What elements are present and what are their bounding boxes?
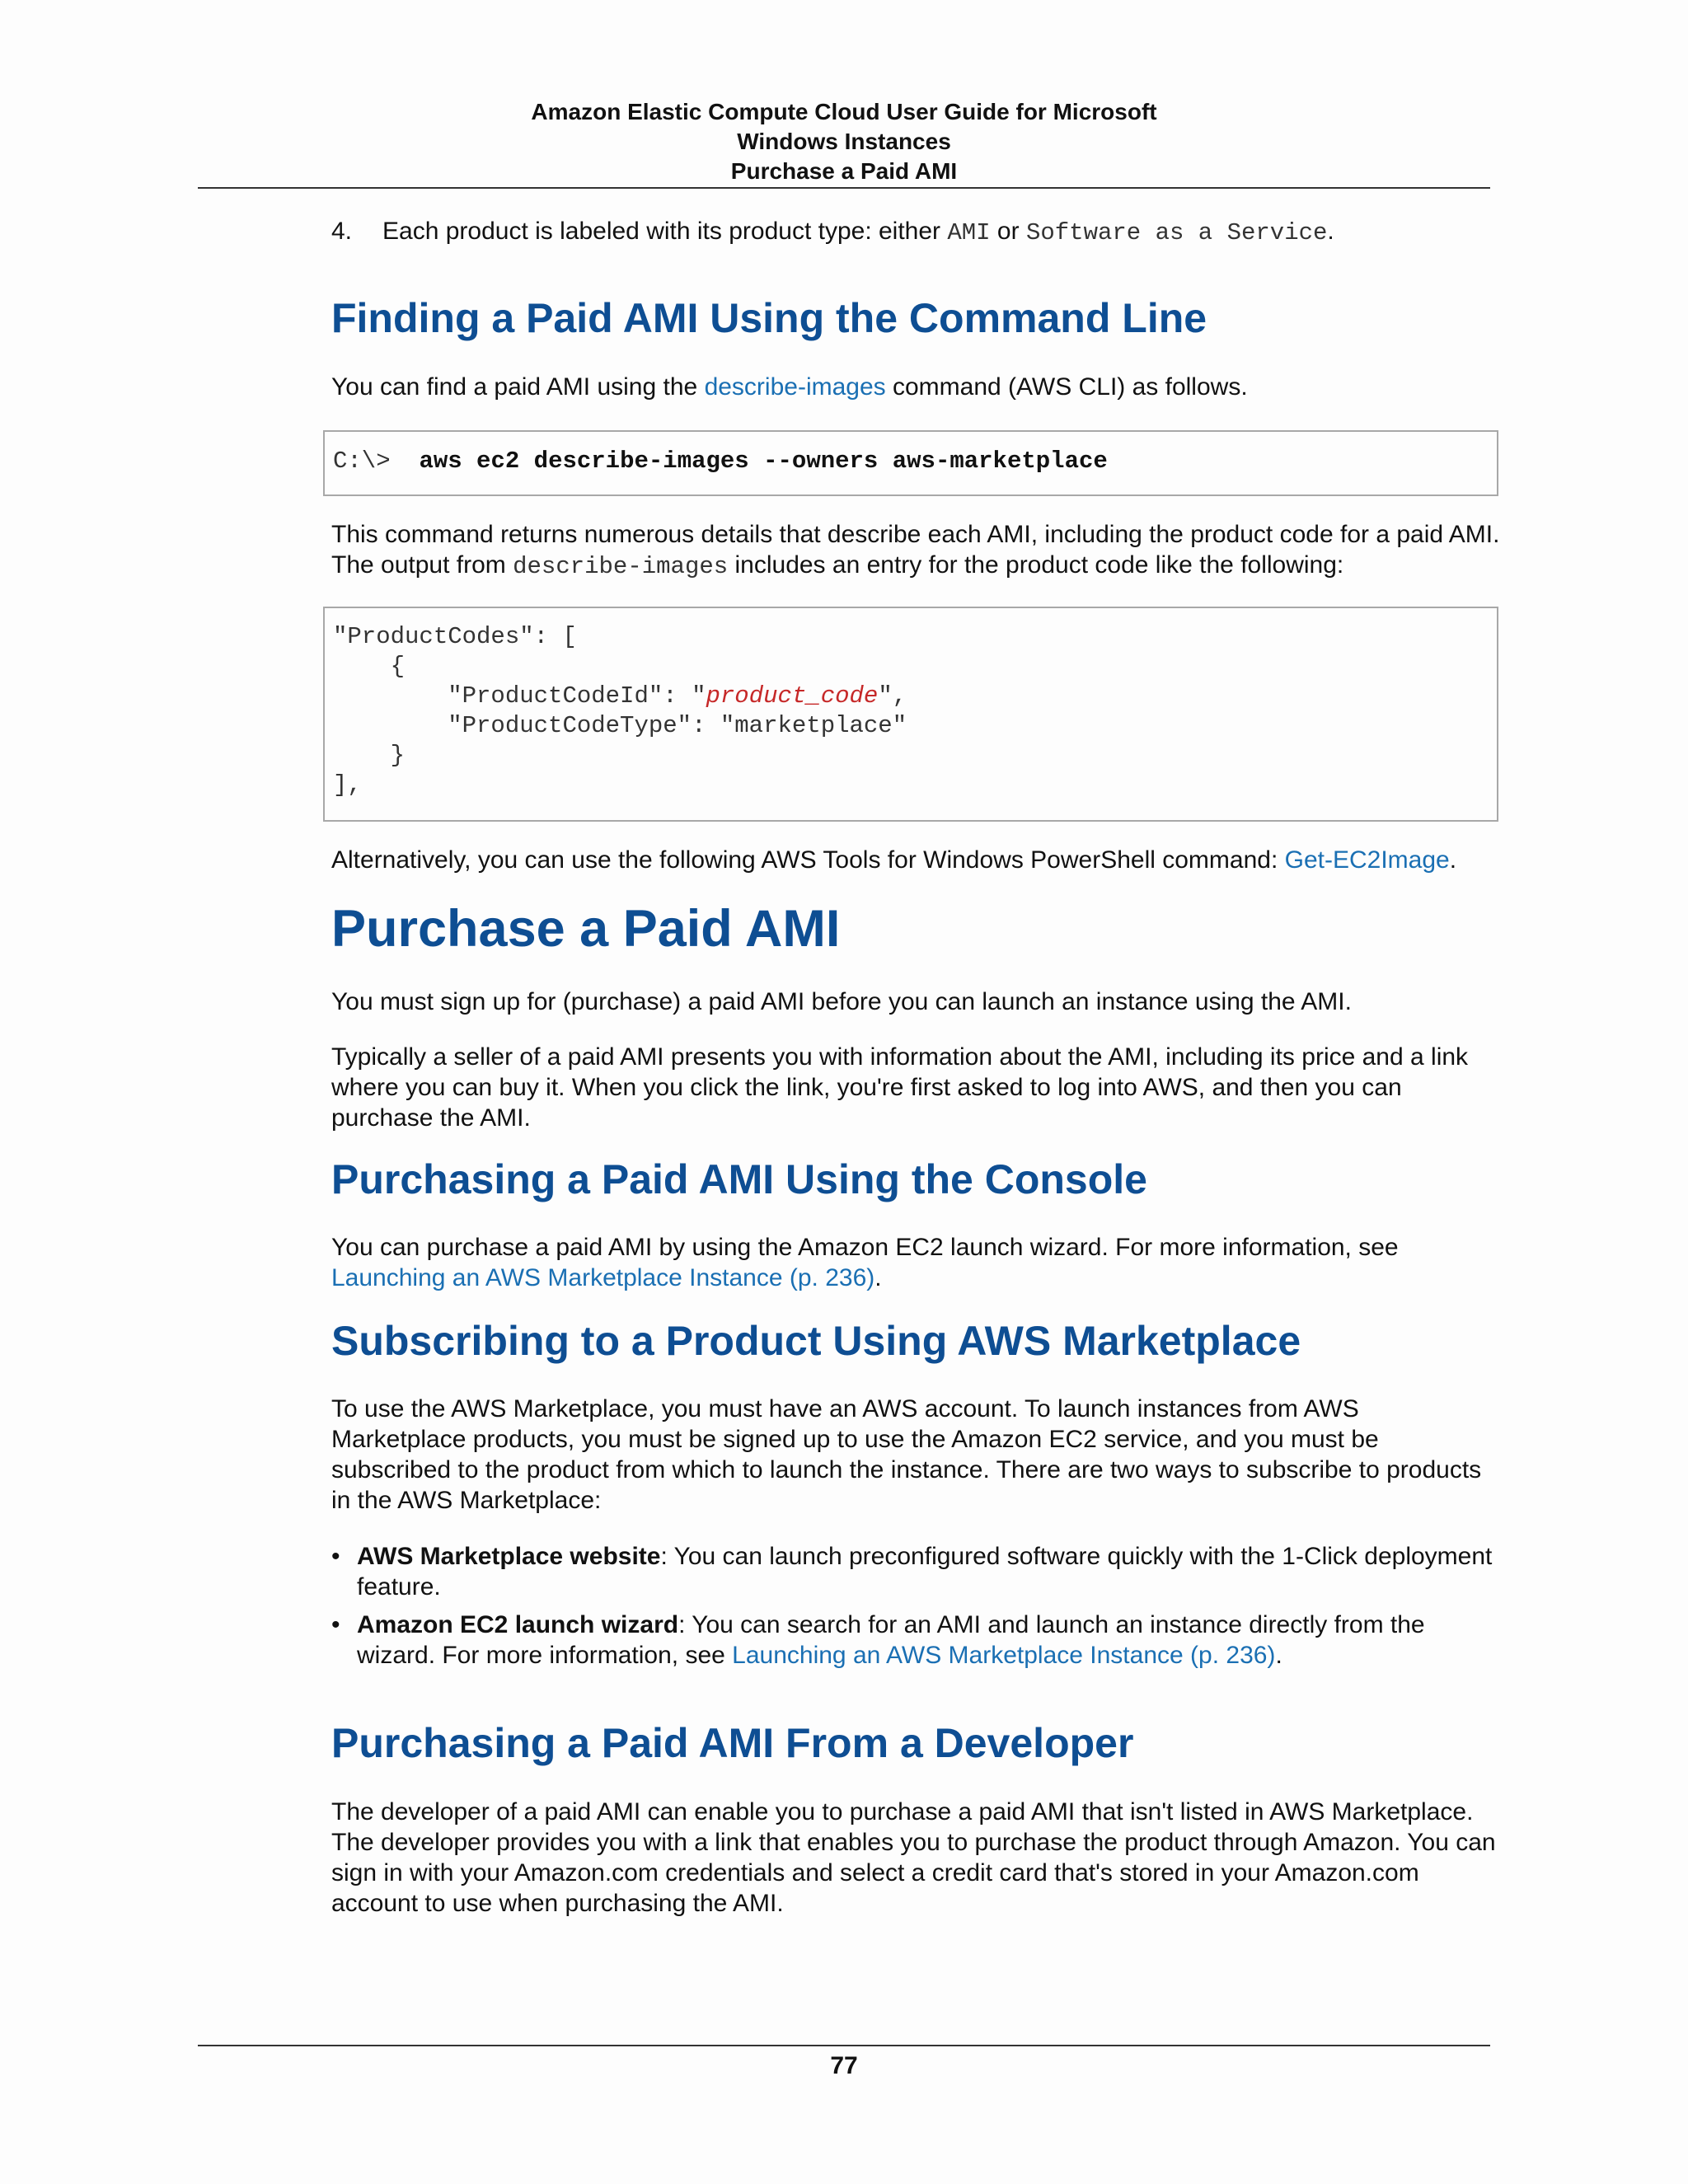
section-heading-console: Purchasing a Paid AMI Using the Console <box>331 1156 1147 1202</box>
json-line: ", <box>878 682 907 710</box>
list-item-term: Amazon EC2 launch wizard <box>357 1611 679 1638</box>
command-text: aws ec2 describe-images --owners aws-marketplace <box>419 448 1108 475</box>
purchase-paragraph-2: Typically a seller of a paid AMI presents you with information about the AMI, including its price and a link where you can buy it. When you click the link, you're first asked to log into AWS, and then you can purchase the AMI. <box>331 1043 1469 1132</box>
page-number: 77 <box>830 2052 858 2079</box>
inline-code-ami: AMI <box>947 219 991 246</box>
console-text-end: . <box>874 1264 882 1291</box>
section-heading-command-line: Finding a Paid AMI Using the Command Line <box>331 295 1207 341</box>
page-title: Purchase a Paid AMI <box>331 900 841 958</box>
bullet-glyph: • <box>331 1611 340 1638</box>
alt-text-end: . <box>1449 846 1457 874</box>
header-line-section: Purchase a Paid AMI <box>730 158 958 184</box>
developer-wrapper <box>331 1797 1500 1919</box>
step-4 <box>331 216 1500 248</box>
section-heading-subscribe: Subscribing to a Product Using AWS Marketplace <box>331 1318 1301 1364</box>
json-line: { <box>333 653 406 680</box>
step-text: Each product is labeled with its product type: either <box>382 218 948 245</box>
alt-text: Alternatively, you can use the following AWS Tools for Windows PowerShell command: <box>331 846 1285 874</box>
section-developer <box>331 1718 1500 1768</box>
purchase-paragraph-1: You must sign up for (purchase) a paid AMI before you can launch an instance using the AMI. <box>331 988 1352 1015</box>
list-item-term: AWS Marketplace website <box>357 1543 661 1570</box>
launching-marketplace-instance-link[interactable]: Launching an AWS Marketplace Instance (p. 236) <box>732 1642 1276 1669</box>
section-console <box>331 1155 1500 1204</box>
list-item <box>331 1610 1500 1671</box>
alt-wrapper <box>331 845 1500 875</box>
subscribe-intro: To use the AWS Marketplace, you must have an AWS account. To launch instances from AWS Marketplace products, you must be signed up to use the Amazon EC2 service, and you must be subscribed to the product from which to launch the instance. There are two ways to subscribe to products in the AWS Marketplace: <box>331 1395 1482 1514</box>
list-item-text-end: . <box>1275 1642 1282 1669</box>
json-line: "ProductCodeId": " <box>333 682 706 710</box>
cli-returns-text: This command returns numerous details that describe each AMI, including the product code for a paid AMI. The output from <box>331 521 1500 579</box>
subscribe-options-list <box>331 1541 1500 1671</box>
running-header <box>198 97 1490 186</box>
replaceable-product-code: product_code <box>706 682 879 710</box>
subscribe-list-wrapper <box>331 1541 1500 1678</box>
footer-rule <box>198 2045 1490 2046</box>
subscribe-intro-wrapper <box>331 1394 1500 1516</box>
step-text-period: . <box>1327 218 1334 245</box>
purchase-p2-wrapper <box>331 1042 1500 1133</box>
json-line: "ProductCodes": [ <box>333 623 577 650</box>
cli-intro-wrapper <box>331 372 1500 402</box>
launching-marketplace-instance-link[interactable]: Launching an AWS Marketplace Instance (p. 236) <box>331 1264 875 1291</box>
inline-code-describe-images: describe-images <box>513 553 729 580</box>
cli-returns-paragraph <box>331 519 1500 582</box>
console-wrapper <box>331 1232 1500 1293</box>
step-text-or: or <box>990 218 1026 245</box>
list-item <box>331 1541 1500 1602</box>
json-line: ], <box>333 771 362 799</box>
developer-paragraph: The developer of a paid AMI can enable you to purchase a paid AMI that isn't listed in AWS Marketplace. The developer provides you with a link that enables you to purchase the product through Amazon. You can sign in with your Amazon.com credentials and select a credit card that's stored in your Amazon.com account to use when purchasing the AMI. <box>331 1798 1496 1917</box>
console-paragraph <box>331 1232 1500 1293</box>
json-line: "ProductCodeType": "marketplace" <box>333 712 907 739</box>
cli-intro-text-end: command (AWS CLI) as follows. <box>885 373 1248 401</box>
bullet-glyph: • <box>331 1543 340 1570</box>
cli-intro-text: You can find a paid AMI using the <box>331 373 705 401</box>
list-item-text: : You can search for an AMI and launch an instance directly from the wizard. For more information, see <box>357 1611 1425 1669</box>
list-item-text: : You can launch preconfigured software quickly with the 1-Click deployment feature. <box>357 1543 1493 1601</box>
describe-images-link[interactable]: describe-images <box>704 373 886 401</box>
step-4-paragraph <box>331 216 1500 248</box>
alt-paragraph <box>331 845 1500 875</box>
json-line: } <box>333 742 406 769</box>
cli-intro <box>331 372 1500 402</box>
header-rule <box>198 187 1490 189</box>
header-line-guide: Amazon Elastic Compute Cloud User Guide for Microsoft <box>531 99 1157 124</box>
purchase-p1-wrapper <box>331 987 1500 1017</box>
get-ec2image-link[interactable]: Get-EC2Image <box>1284 846 1450 874</box>
command-prompt: C:\> <box>333 448 391 475</box>
inline-code-saas: Software as a Service <box>1025 219 1328 246</box>
section-command-line <box>331 293 1500 343</box>
section-heading-developer: Purchasing a Paid AMI From a Developer <box>331 1720 1134 1766</box>
section-subscribe <box>331 1316 1500 1366</box>
console-text: You can purchase a paid AMI by using the Amazon EC2 launch wizard. For more information, see <box>331 1234 1399 1261</box>
cli-returns-wrapper <box>331 519 1500 582</box>
header-line-platform: Windows Instances <box>737 129 951 154</box>
cli-returns-text-end: includes an entry for the product code like the following: <box>728 551 1344 579</box>
json-code-block <box>323 607 1498 822</box>
step-number: 4. <box>331 218 353 245</box>
command-code-block <box>323 430 1498 496</box>
section-purchase <box>331 898 1500 959</box>
